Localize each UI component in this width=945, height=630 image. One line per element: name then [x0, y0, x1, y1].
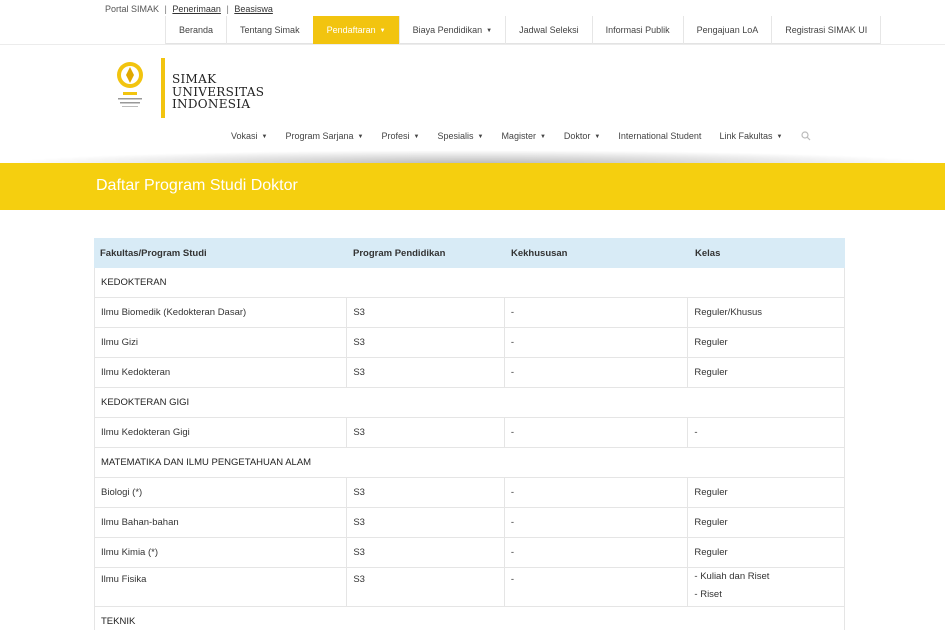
table-row [94, 298, 845, 328]
main-nav-label: Doktor [563, 131, 591, 141]
class-type: Reguler [694, 547, 728, 558]
site-logo-text[interactable] [172, 73, 264, 111]
logo-line: SIMAK [172, 72, 217, 86]
top-nav-registrasi-simak-ui[interactable] [771, 16, 881, 44]
table-row [94, 508, 845, 538]
logo-line: UNIVERSITAS [172, 84, 265, 99]
faculty-section-row [94, 268, 845, 298]
main-nav-profesi[interactable] [372, 131, 428, 141]
faculty-name: KEDOKTERAN GIGI [101, 397, 190, 408]
program-name: Ilmu Bahan-bahan [95, 508, 347, 537]
main-nav-vokasi[interactable] [222, 131, 276, 141]
table-row [94, 538, 845, 568]
faculty-section-row [94, 448, 845, 478]
program-name: Ilmu Kedokteran Gigi [95, 418, 347, 447]
specialization: - [505, 508, 689, 537]
program-level: S3 [347, 508, 505, 537]
main-nav-label: Link Fakultas [719, 131, 773, 141]
logo-line: INDONESIA [172, 97, 251, 111]
class-type: Reguler [694, 517, 728, 528]
caret-down-icon: ▼ [539, 134, 546, 140]
table-row [94, 568, 845, 607]
specialization: - [505, 538, 689, 567]
column-header: Program Pendidikan [353, 247, 446, 259]
program-level: S3 [347, 418, 505, 447]
main-nav-label: Magister [501, 131, 536, 141]
banner-shadow [0, 150, 945, 164]
class-type: Reguler [694, 367, 728, 378]
caret-down-icon: ▼ [261, 134, 268, 140]
caret-down-icon: ▼ [776, 134, 783, 140]
specialization: - [505, 298, 689, 327]
program-level: S3 [347, 298, 505, 327]
column-header: Kelas [695, 247, 721, 259]
main-nav-label: Profesi [381, 131, 410, 141]
top-nav-label: Jadwal Seleksi [519, 25, 579, 35]
main-nav-doktor[interactable] [555, 131, 609, 141]
university-emblem-logo[interactable] [110, 58, 150, 118]
specialization: - [505, 568, 689, 606]
program-level: S3 [347, 538, 505, 567]
caret-down-icon: ▼ [594, 134, 601, 140]
main-nav-label: International Student [618, 131, 702, 141]
class-type: Reguler [694, 337, 728, 348]
specialization: - [505, 328, 689, 357]
separator: | [226, 4, 229, 14]
table-row [94, 358, 845, 388]
faculty-name: KEDOKTERAN [101, 277, 167, 288]
program-name: Ilmu Fisika [95, 568, 347, 606]
class-type: Reguler [694, 487, 728, 498]
main-nav-program-sarjana[interactable] [276, 131, 372, 141]
main-navigation [222, 128, 811, 144]
penerimaan-link[interactable]: Penerimaan [172, 4, 221, 14]
page-banner [0, 163, 945, 210]
top-nav-informasi-publik[interactable] [592, 16, 683, 44]
column-header: Kekhususan [511, 247, 568, 259]
program-name: Ilmu Kimia (*) [95, 538, 347, 567]
page-title: Daftar Program Studi Doktor [96, 177, 298, 194]
column-header: Fakultas/Program Studi [100, 247, 207, 259]
top-nav-label: Tentang Simak [240, 25, 300, 35]
header-divider [0, 44, 945, 45]
top-nav-label: Biaya Pendidikan [412, 25, 483, 35]
top-links [105, 4, 273, 14]
main-nav-magister[interactable] [492, 131, 554, 141]
portal-simak-text: Portal SIMAK [105, 4, 160, 14]
main-nav-international-student[interactable] [609, 131, 710, 141]
separator: | [164, 4, 167, 14]
top-nav-label: Registrasi SIMAK UI [785, 25, 868, 35]
class-type: - [694, 427, 698, 438]
top-nav-jadwal-seleksi[interactable] [505, 16, 592, 44]
table-header-row [94, 238, 845, 268]
search-icon[interactable] [801, 131, 811, 141]
specialization: - [505, 418, 689, 447]
logo-divider [161, 58, 165, 118]
class-type: Reguler/Khusus [694, 307, 763, 318]
caret-down-icon: ▼ [477, 134, 484, 140]
table-row [94, 478, 845, 508]
top-nav-tentang-simak[interactable] [226, 16, 313, 44]
program-name: Ilmu Kedokteran [95, 358, 347, 387]
faculty-name: MATEMATIKA DAN ILMU PENGETAHUAN ALAM [101, 457, 312, 468]
top-nav-label: Beranda [179, 25, 214, 35]
main-nav-label: Spesialis [437, 131, 474, 141]
top-nav-label: Pengajuan LoA [696, 25, 759, 35]
caret-down-icon: ▼ [357, 134, 364, 140]
specialization: - [505, 478, 689, 507]
top-nav-biaya-pendidikan[interactable] [399, 16, 506, 44]
top-nav-beranda[interactable] [165, 16, 226, 44]
main-nav-spesialis[interactable] [428, 131, 492, 141]
top-navigation [165, 16, 881, 44]
caret-down-icon: ▼ [486, 28, 493, 34]
program-table [94, 238, 845, 630]
table-row [94, 328, 845, 358]
program-name: Ilmu Biomedik (Kedokteran Dasar) [95, 298, 347, 327]
faculty-section-row [94, 388, 845, 418]
main-nav-label: Vokasi [231, 131, 258, 141]
faculty-name: TEKNIK [101, 616, 136, 627]
caret-down-icon: ▼ [413, 134, 420, 140]
program-name: Ilmu Gizi [95, 328, 347, 357]
program-level: S3 [347, 568, 505, 606]
program-name: Biologi (*) [95, 478, 347, 507]
main-nav-link-fakultas[interactable] [710, 131, 791, 141]
class-type-line: - Kuliah dan Riset [694, 571, 770, 582]
beasiswa-link[interactable]: Beasiswa [234, 4, 273, 14]
specialization: - [505, 358, 689, 387]
table-row [94, 418, 845, 448]
program-level: S3 [347, 478, 505, 507]
top-nav-label: Informasi Publik [605, 25, 670, 35]
top-nav-label: Pendaftaran [326, 25, 376, 35]
program-level: S3 [347, 358, 505, 387]
caret-down-icon: ▼ [379, 28, 386, 34]
top-nav-pendaftaran[interactable] [313, 16, 399, 44]
main-nav-label: Program Sarjana [285, 131, 354, 141]
faculty-section-row [94, 607, 845, 630]
top-nav-pengajuan-loa[interactable] [683, 16, 772, 44]
class-type-line: - Riset [694, 589, 722, 600]
class-type [688, 568, 844, 606]
program-level: S3 [347, 328, 505, 357]
